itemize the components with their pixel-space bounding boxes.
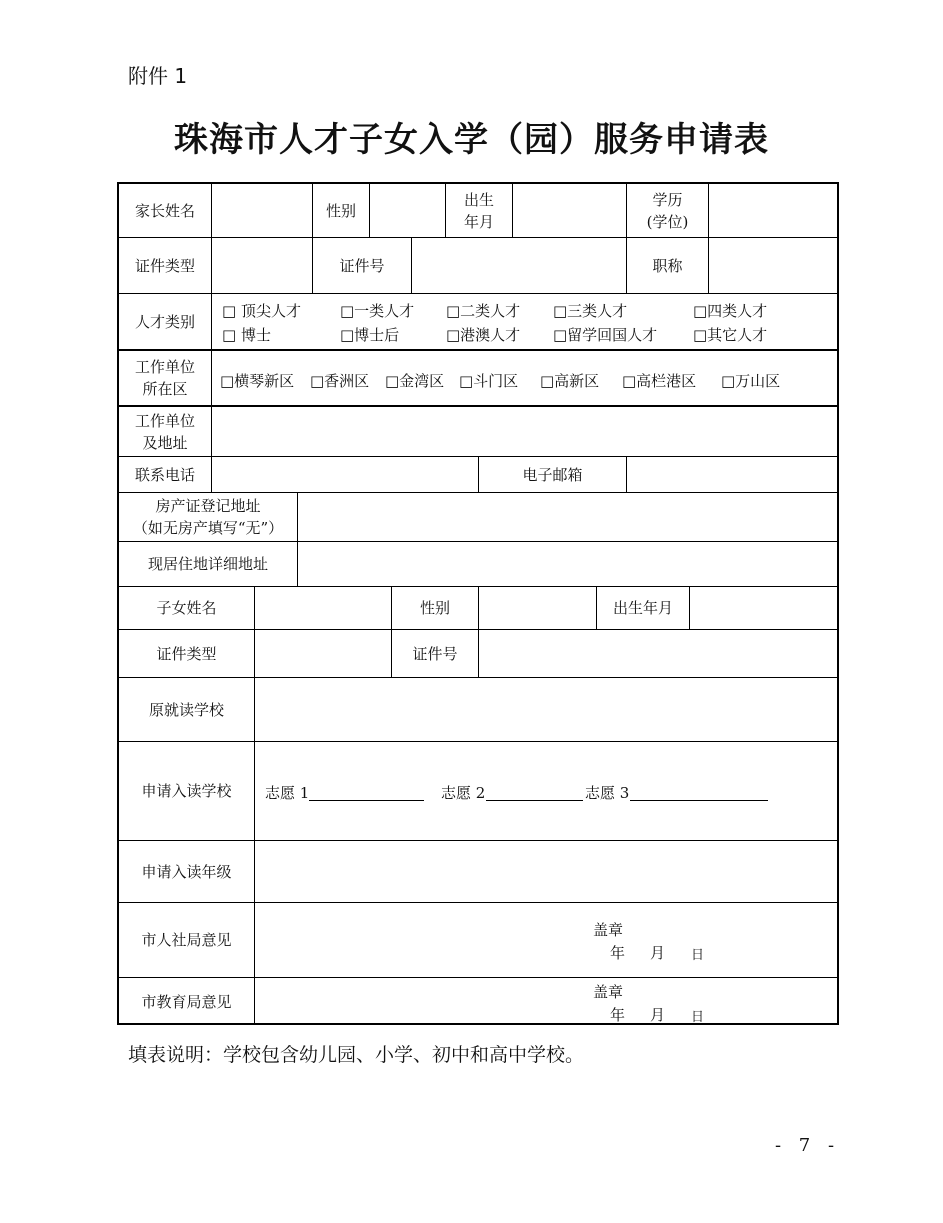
district-option-hengqin[interactable]: □横琴新区: [220, 372, 295, 390]
parent-title-label: 职称: [627, 238, 709, 294]
previous-school-field[interactable]: [255, 678, 839, 742]
parent-education-label: 学历 (学位): [627, 184, 709, 238]
apply-school-label: 申请入读学校: [119, 742, 255, 841]
talent-option-returnee[interactable]: □留学回国人才: [553, 326, 658, 344]
attachment-label: 附件 1: [128, 64, 188, 88]
parent-id-type-field[interactable]: [212, 238, 313, 294]
child-id-type-field[interactable]: [255, 630, 392, 678]
parent-gender-label: 性别: [313, 184, 370, 238]
email-label: 电子邮箱: [479, 457, 627, 493]
work-district-label: 工作单位 所在区: [119, 351, 212, 407]
edu-bureau-opinion-field[interactable]: [255, 978, 839, 1025]
edu-month-label: 月: [650, 1006, 666, 1024]
choice-1-blank[interactable]: [309, 786, 424, 801]
hr-bureau-opinion-label: 市人社局意见: [119, 903, 255, 978]
page-number: - 7 -: [775, 1135, 841, 1156]
email-field[interactable]: [627, 457, 839, 493]
parent-birth-label: 出生 年月: [446, 184, 513, 238]
property-address-field[interactable]: [298, 493, 839, 542]
child-birth-label: 出生年月: [597, 587, 690, 630]
talent-category-label: 人才类别: [119, 294, 212, 351]
work-address-field[interactable]: [212, 407, 839, 457]
talent-option-top[interactable]: □ 顶尖人才: [222, 302, 301, 320]
work-address-label: 工作单位 及地址: [119, 407, 212, 457]
child-gender-label: 性别: [392, 587, 479, 630]
parent-name-field[interactable]: [212, 184, 313, 238]
application-form: [117, 182, 839, 1025]
edu-year-label: 年: [610, 1006, 626, 1024]
district-option-wanshan[interactable]: □万山区: [721, 372, 781, 390]
choice-3-blank[interactable]: [630, 786, 768, 801]
parent-title-field[interactable]: [709, 238, 839, 294]
district-option-jinwan[interactable]: □金湾区: [385, 372, 445, 390]
district-option-xiangzhou[interactable]: □香洲区: [310, 372, 370, 390]
talent-option-postdoc[interactable]: □博士后: [340, 326, 400, 344]
parent-id-no-label: 证件号: [313, 238, 412, 294]
parent-birth-field[interactable]: [513, 184, 627, 238]
residence-address-field[interactable]: [298, 542, 839, 587]
residence-address-label: 现居住地详细地址: [119, 542, 298, 587]
parent-gender-field[interactable]: [370, 184, 446, 238]
child-id-no-field[interactable]: [479, 630, 839, 678]
parent-education-field[interactable]: [709, 184, 839, 238]
talent-option-hkmacao[interactable]: □港澳人才: [446, 326, 521, 344]
district-option-doumen[interactable]: □斗门区: [459, 372, 519, 390]
child-id-no-label: 证件号: [392, 630, 479, 678]
apply-grade-label: 申请入读年级: [119, 841, 255, 903]
child-id-type-label: 证件类型: [119, 630, 255, 678]
apply-grade-field[interactable]: [255, 841, 839, 903]
choice-3-label: 志愿 3: [585, 784, 630, 802]
form-title: 珠海市人才子女入学（园）服务申请表: [174, 120, 769, 160]
child-birth-field[interactable]: [690, 587, 839, 630]
phone-label: 联系电话: [119, 457, 212, 493]
parent-name-label: 家长姓名: [119, 184, 212, 238]
child-name-label: 子女姓名: [119, 587, 255, 630]
district-option-gaoxin[interactable]: □高新区: [540, 372, 600, 390]
hr-seal-label: 盖章: [593, 921, 624, 939]
previous-school-label: 原就读学校: [119, 678, 255, 742]
form-instructions: 填表说明：学校包含幼儿园、小学、初中和高中学校。: [128, 1044, 585, 1066]
edu-bureau-opinion-label: 市教育局意见: [119, 978, 255, 1025]
parent-id-type-label: 证件类型: [119, 238, 212, 294]
hr-bureau-opinion-field[interactable]: [255, 903, 839, 978]
talent-option-class3[interactable]: □三类人才: [553, 302, 628, 320]
child-name-field[interactable]: [255, 587, 392, 630]
property-address-label: 房产证登记地址 （如无房产填写“无”）: [119, 493, 298, 542]
edu-day-label: 日: [691, 1010, 705, 1025]
talent-option-class1[interactable]: □一类人才: [340, 302, 415, 320]
choice-2-blank[interactable]: [486, 786, 583, 801]
hr-month-label: 月: [650, 944, 666, 962]
choice-1-label: 志愿 1: [265, 784, 310, 802]
talent-option-class2[interactable]: □二类人才: [446, 302, 521, 320]
phone-field[interactable]: [212, 457, 479, 493]
hr-year-label: 年: [610, 944, 626, 962]
talent-option-other[interactable]: □其它人才: [693, 326, 768, 344]
talent-option-phd[interactable]: □ 博士: [222, 326, 271, 344]
hr-day-label: 日: [691, 948, 705, 963]
child-gender-field[interactable]: [479, 587, 597, 630]
district-option-gaolangang[interactable]: □高栏港区: [622, 372, 697, 390]
talent-option-class4[interactable]: □四类人才: [693, 302, 768, 320]
parent-id-no-field[interactable]: [412, 238, 627, 294]
edu-seal-label: 盖章: [593, 983, 624, 1001]
choice-2-label: 志愿 2: [441, 784, 486, 802]
